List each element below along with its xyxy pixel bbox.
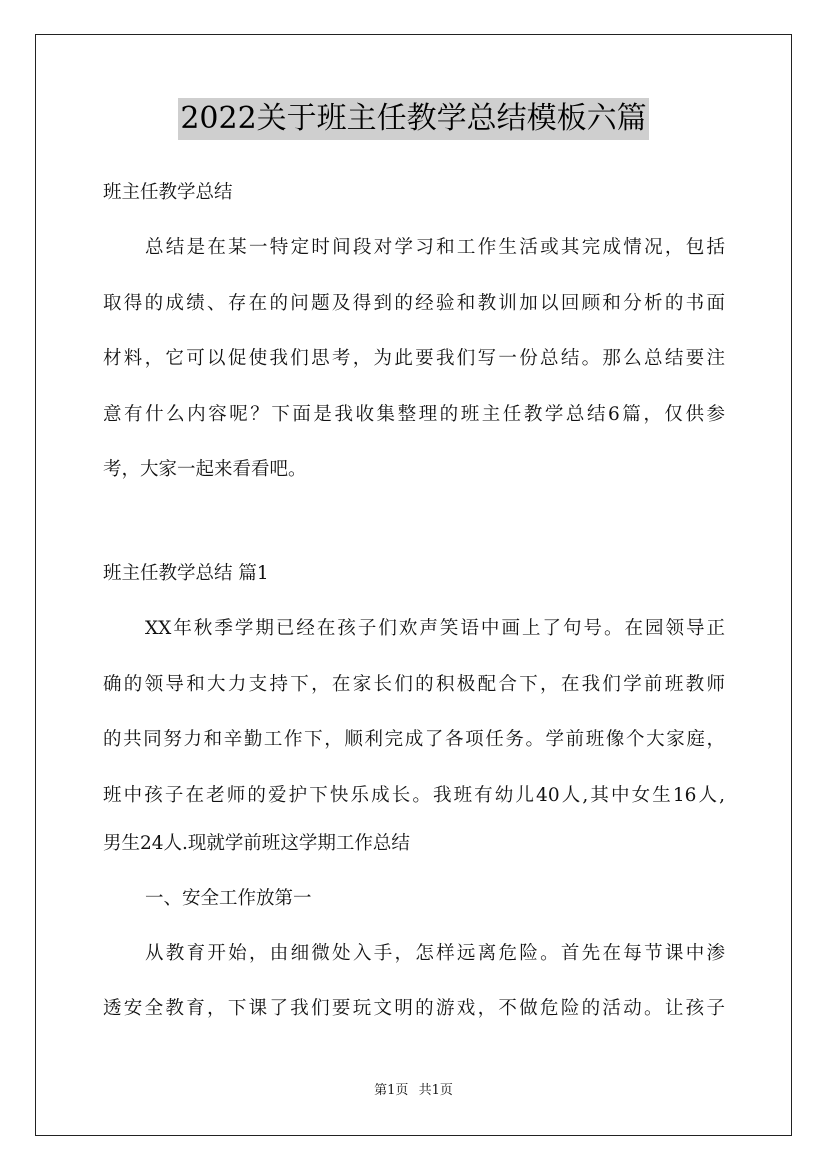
paragraph-line: 的共同努力和辛勤工作下，顺利完成了各项任务。学前班像个大家庭， (103, 729, 725, 750)
paragraph-line: 总结是在某一特定时间段对学习和工作生活或其完成情况，包括 (145, 237, 725, 258)
subsection-heading: 一、安全工作放第一 (145, 888, 312, 909)
paragraph-line: 材料，它可以促使我们思考，为此要我们写一份总结。那么总结要注 (103, 348, 725, 369)
page-number: 第1页 (374, 1083, 409, 1098)
paragraph-line: 透安全教育，下课了我们要玩文明的游戏，不做危险的活动。让孩子 (103, 998, 725, 1019)
title-container (0, 98, 827, 140)
paragraph-line: 意有什么内容呢？下面是我收集整理的班主任教学总结6篇，仅供参 (103, 404, 725, 425)
page-total: 共1页 (418, 1083, 453, 1098)
document-title: 2022关于班主任教学总结模板六篇 (178, 98, 648, 140)
paragraph-line: 确的领导和大力支持下，在家长们的积极配合下，在我们学前班教师 (103, 674, 725, 695)
section-heading: 班主任教学总结 篇1 (103, 563, 269, 584)
paragraph-line: 班中孩子在老师的爱护下快乐成长。我班有幼儿40人,其中女生16人, (103, 785, 725, 806)
paragraph-line: 取得的成绩、存在的问题及得到的经验和教训加以回顾和分析的书面 (103, 293, 725, 314)
section-heading: 班主任教学总结 (103, 182, 233, 203)
paragraph-line: XX年秋季学期已经在孩子们欢声笑语中画上了句号。在园领导正 (145, 618, 725, 639)
paragraph-line: 考，大家一起来看看吧。 (103, 459, 307, 480)
page-footer (0, 1082, 827, 1100)
paragraph-line: 男生24人.现就学前班这学期工作总结 (103, 833, 410, 854)
paragraph-line: 从教育开始，由细微处入手，怎样远离危险。首先在每节课中渗 (145, 943, 725, 964)
